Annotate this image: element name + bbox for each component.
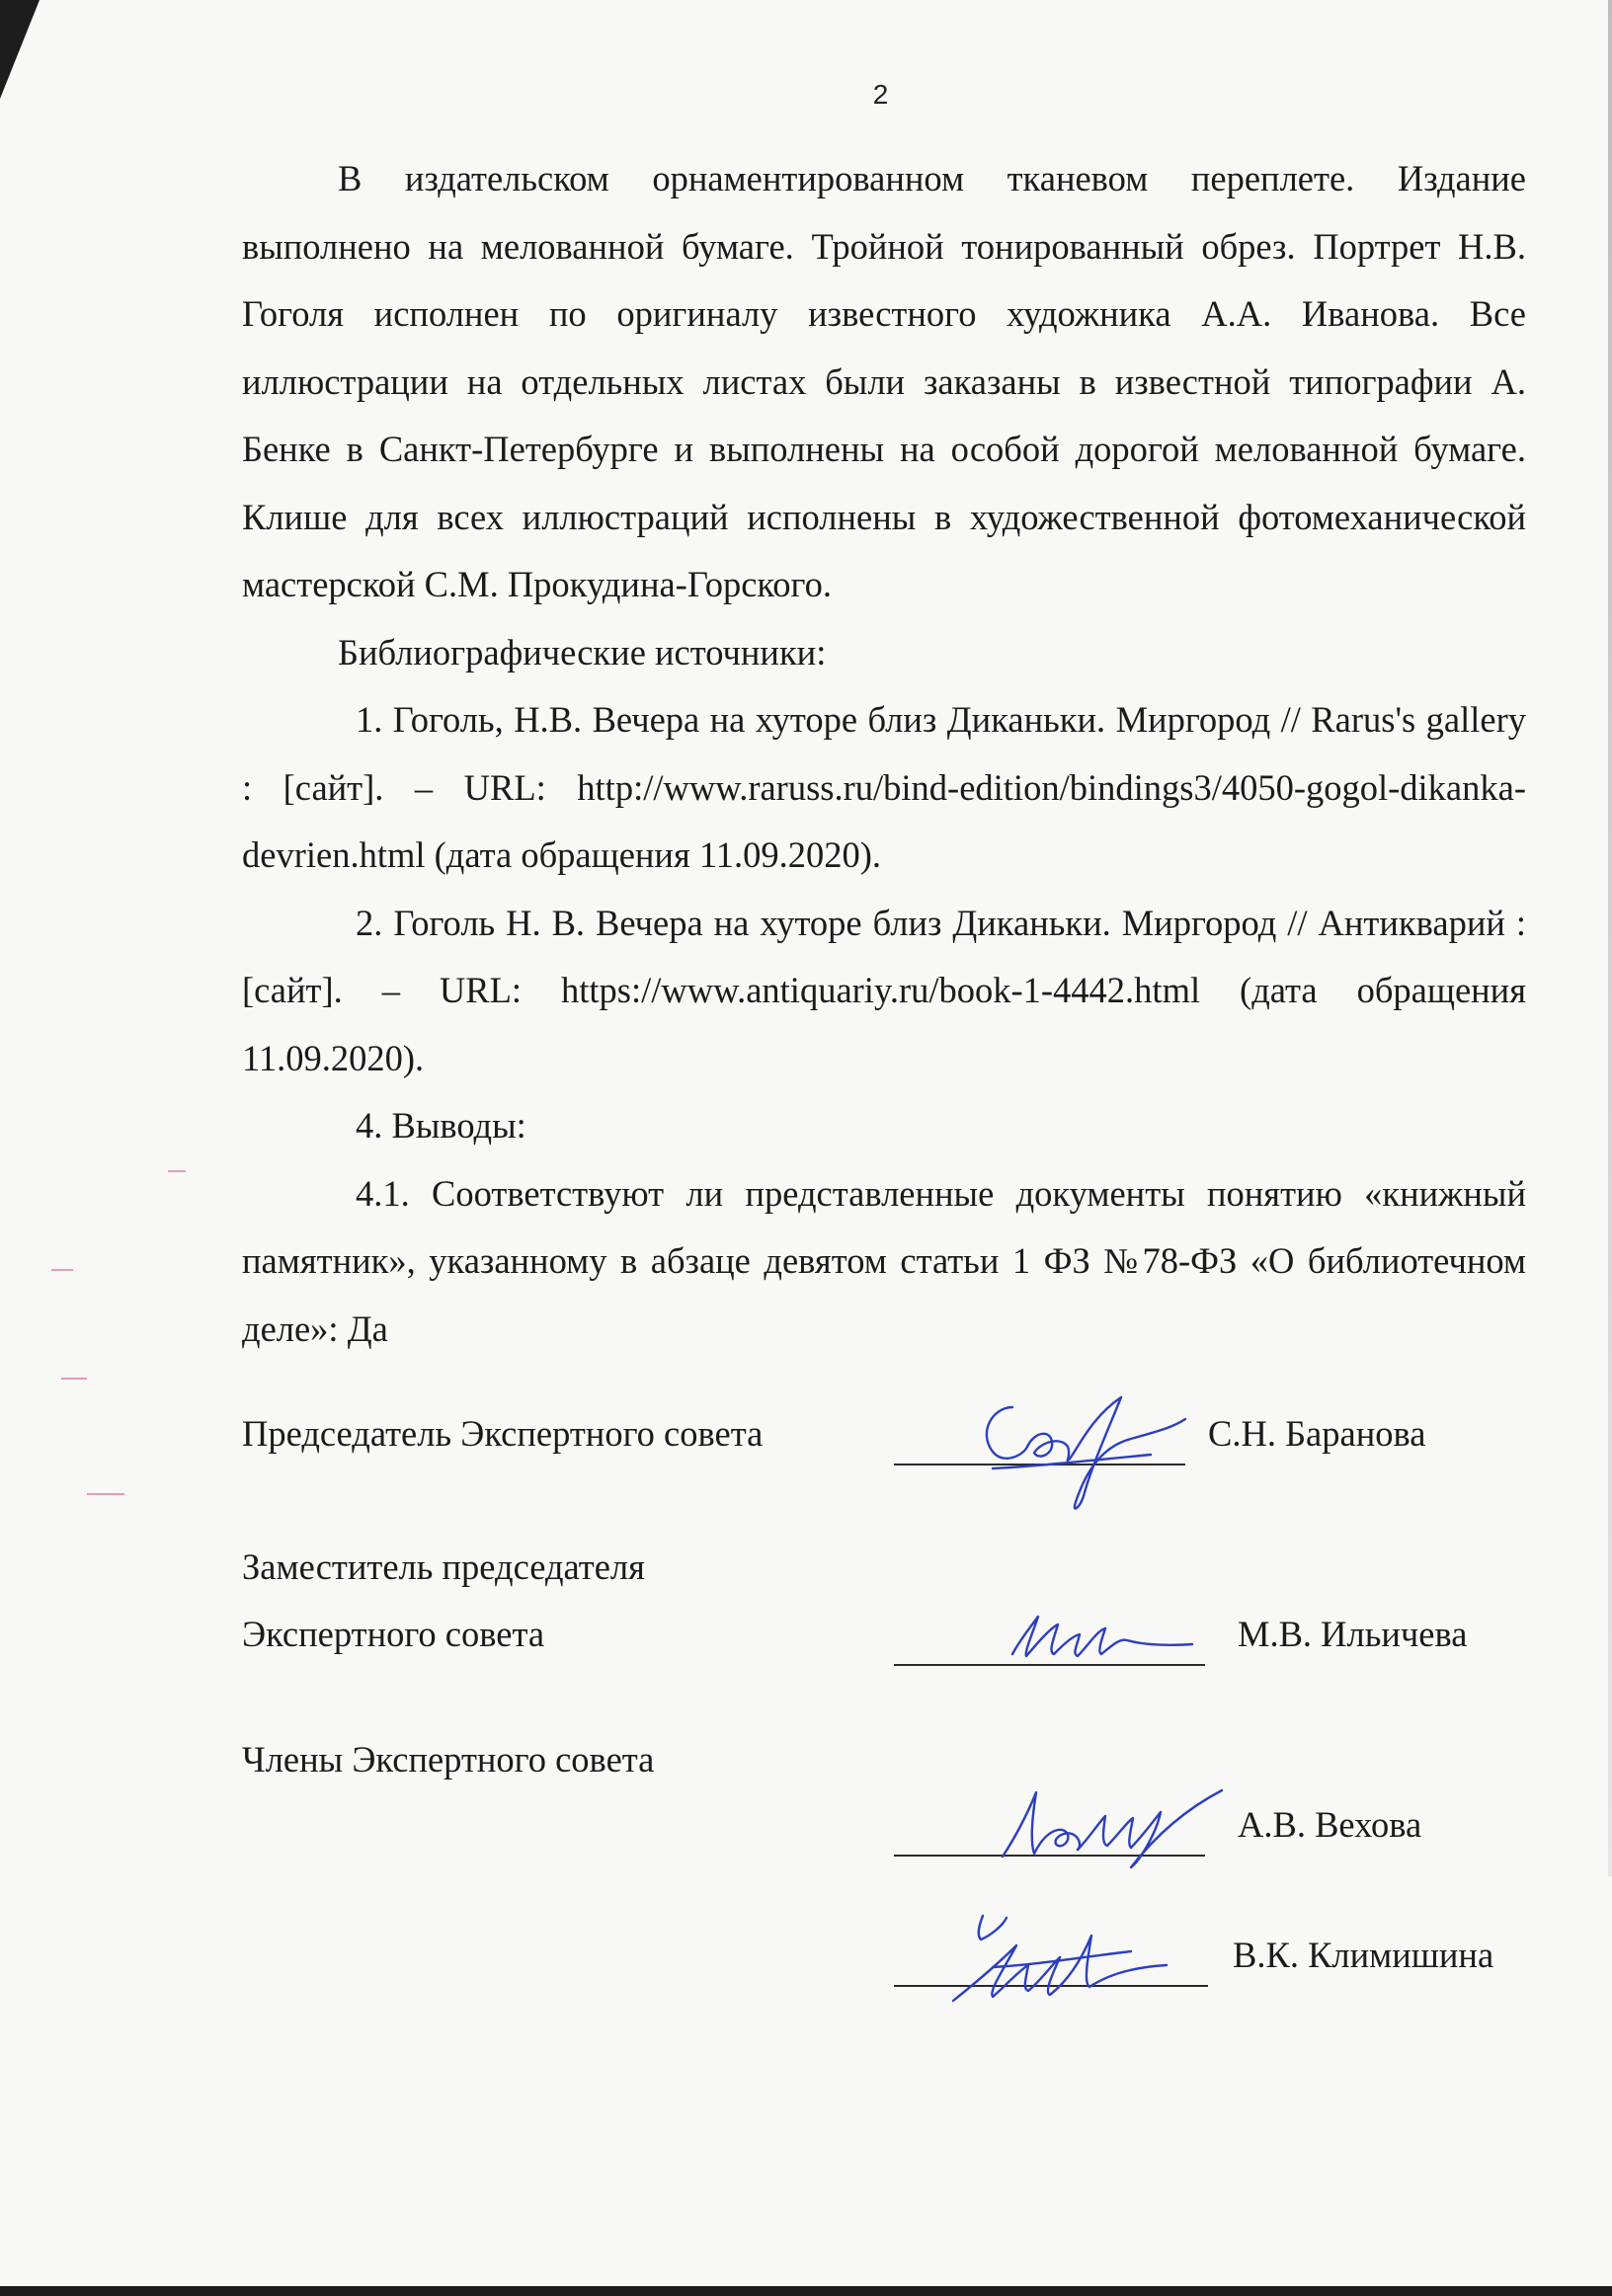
description-paragraph: В издательском орнаментированном тканевом переплете. Издание выполнено на мелованной бумаге. Тройной тонированный обрез. Портрет Н.В. Гоголя исполнен по оригиналу известного художника А.А. Иванова. Все иллюстрации на отдельных листах были заказаны в известной типографии А. Бенке в Санкт-Петербурге и выполнены на особой дорогой мелованной бумаге. Клише для всех иллюстраций исполнены в художественной фотомеханической мастерской С.М. Прокудина-Горского. <box>242 158 1526 604</box>
signatory-name: В.К. Климишина <box>1233 1935 1494 1975</box>
margin-mark <box>51 1269 73 1271</box>
signatory-name: С.Н. Баранова <box>1208 1413 1426 1454</box>
margin-mark <box>61 1378 87 1380</box>
signatory-title: Председатель Экспертного совета <box>242 1413 764 1454</box>
conclusions-heading: 4. Выводы: <box>356 1105 526 1146</box>
scan-border-bottom <box>0 2286 1612 2296</box>
conclusion-4-1: 4.1. Соответствуют ли представленные документы понятию «книжный памятник», указанному в абзаце девятом статьи 1 ФЗ №78-ФЗ «О библиотечном деле»: Да <box>242 1172 1526 1349</box>
signatory-title: Заместитель председателя <box>242 1546 645 1587</box>
handwritten-signature <box>973 1378 1200 1526</box>
bibliography-item-1: 1. Гоголь, Н.В. Вечера на хуторе близ Диканьки. Миргород // Rarus's gallery : [сайт]. – URL: http://www.raruss.ru/bind-edition/bindings3/4050-gogol-dikanka-devrien.html (дата обращения 11.09.2020). <box>242 699 1526 875</box>
signatory-name: А.В. Вехова <box>1238 1804 1422 1845</box>
handwritten-signature <box>993 1773 1230 1871</box>
signatory-title: Члены Экспертного совета <box>242 1739 655 1780</box>
handwritten-signature <box>1003 1595 1200 1674</box>
scan-border-corner <box>0 0 40 99</box>
scan-border-right <box>1608 0 1612 1876</box>
margin-mark <box>87 1493 124 1495</box>
bibliography-heading: Библиографические источники: <box>338 631 827 673</box>
signatory-title: Экспертного совета <box>242 1614 545 1654</box>
handwritten-signature <box>933 1896 1170 2015</box>
bibliography-item-2: 2. Гоголь Н. В. Вечера на хуторе близ Диканьки. Миргород // Антикварий : [сайт]. – URL: https://www.antiquariy.ru/book-1-4442.html (дата обращения 11.09.2020). <box>242 902 1526 1078</box>
margin-mark <box>168 1170 186 1172</box>
document-body <box>242 145 1526 1363</box>
signatory-name: М.В. Ильичева <box>1238 1614 1468 1654</box>
page-number: 2 <box>872 79 889 110</box>
